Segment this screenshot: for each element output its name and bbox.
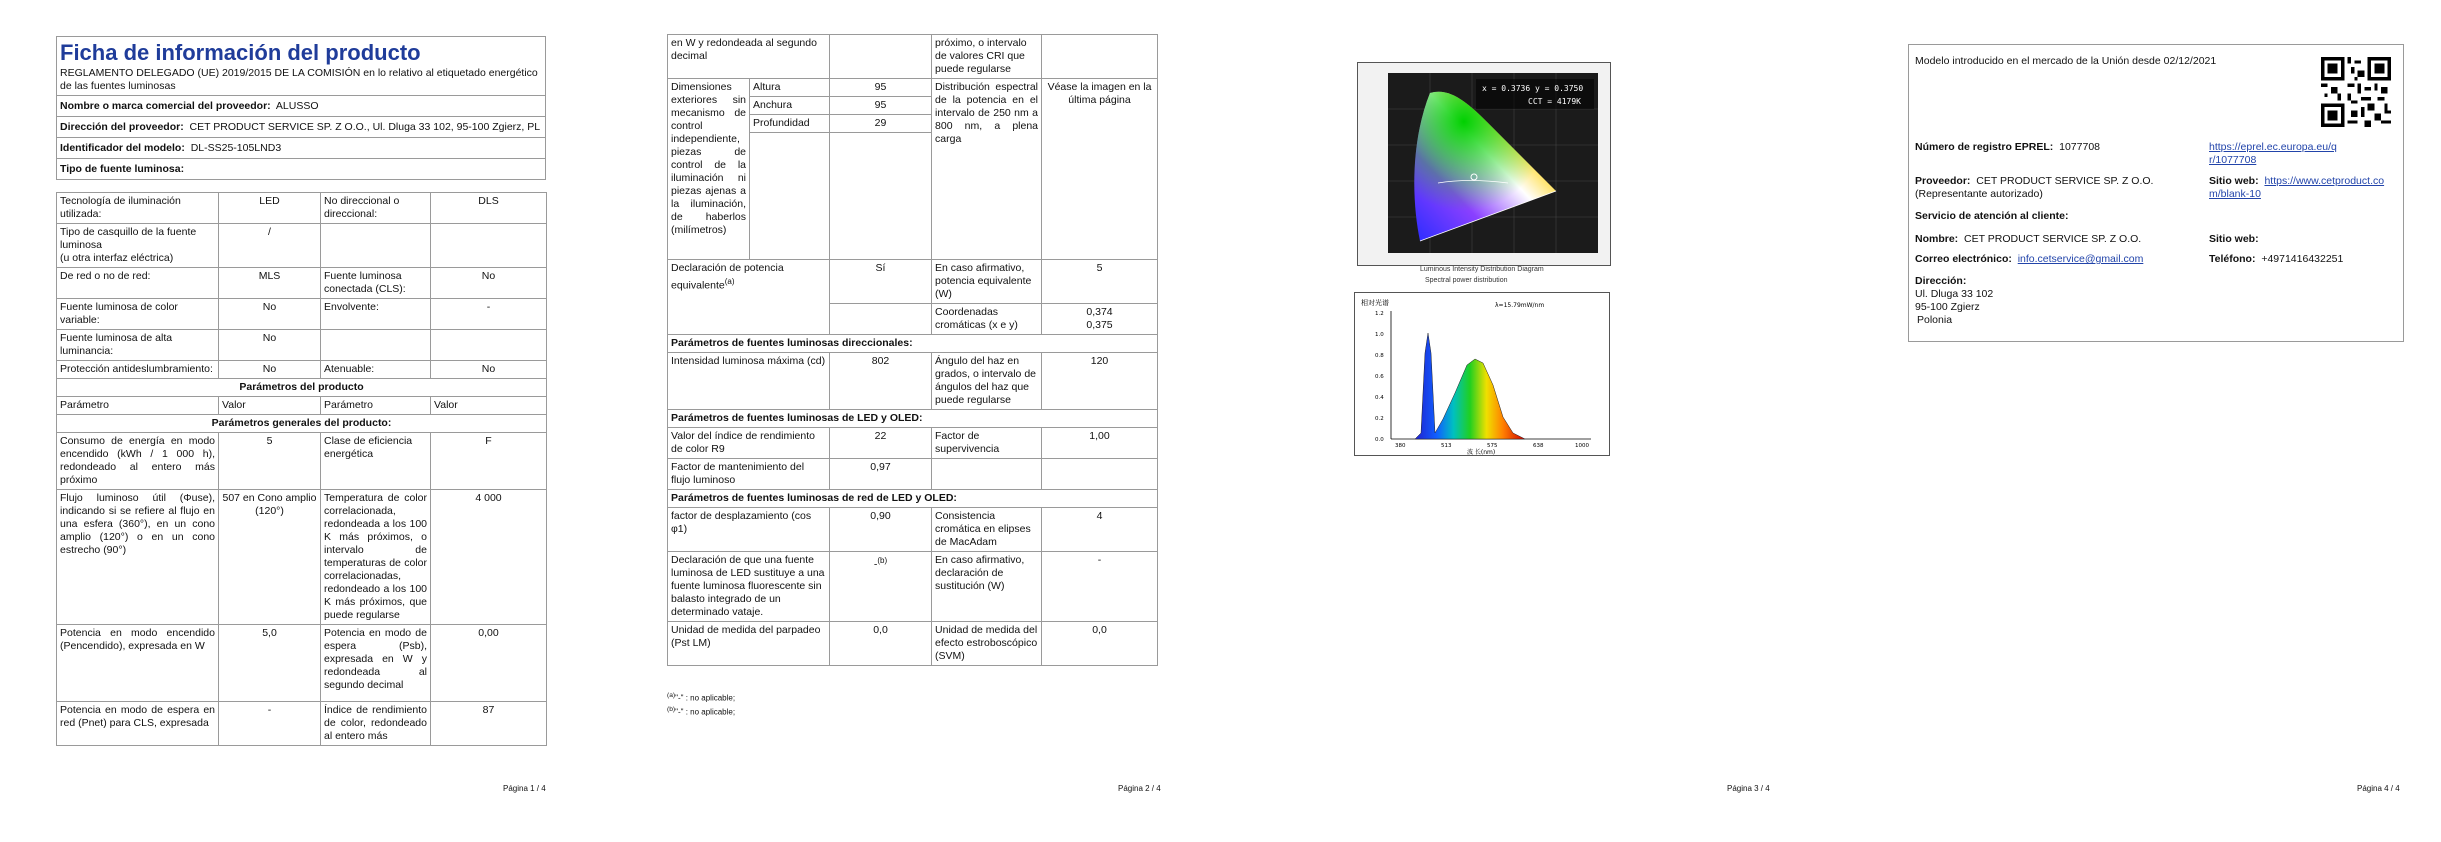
cont-left: en W y redondeada al segundo decimal xyxy=(668,35,830,79)
name-value: CET PRODUCT SERVICE SP. Z O.O. xyxy=(1964,233,2142,245)
eprel-row xyxy=(1915,141,2100,154)
mains-led-header: Parámetros de fuentes luminosas de red de LED y OLED: xyxy=(668,490,1158,508)
cap-value: / xyxy=(219,224,321,268)
cct-value: 4 000 xyxy=(431,490,547,625)
replace-label: Declaración de que una fuente luminosa de LED sustituye a una fuente luminosa fluorescente sin balasto integrado de un determinado vataje. xyxy=(668,552,830,622)
consist-label: Consistencia cromática en elipses de MacAdam xyxy=(932,508,1042,552)
spd-ytick: 0.8 xyxy=(1375,353,1384,359)
spd-ytick: 0.4 xyxy=(1375,395,1384,401)
equiv-w-label: En caso afirmativo, potencia equivalente (W) xyxy=(932,260,1042,304)
general-header: Parámetros generales del producto: xyxy=(57,415,547,433)
spd-ytick: 0.2 xyxy=(1375,416,1384,422)
col-param-2: Parámetro xyxy=(321,397,431,415)
color-label: Fuente luminosa de color variable: xyxy=(57,299,219,330)
table-row xyxy=(57,625,547,702)
cct-label: Temperatura de color correlacionada, redondeada a los 100 K más próximos, o intervalo de temperaturas de color correlacionadas, redondeado a los 100 K más próximos, que puede regularse xyxy=(321,490,431,625)
cie-header: x = 0.3736 y = 0.3750 xyxy=(1482,84,1584,93)
page-2 xyxy=(610,0,1220,842)
col-value-1: Valor xyxy=(219,397,321,415)
spd-ytick: 1.2 xyxy=(1375,311,1384,317)
strobo-label: Unidad de medida del efecto estroboscópico (SVM) xyxy=(932,622,1042,666)
table-row xyxy=(668,428,1158,459)
maint-label: Factor de mantenimiento del flujo luminoso xyxy=(668,459,830,490)
intensity-value: 802 xyxy=(830,353,932,410)
cie-cct: CCT = 4179K xyxy=(1528,97,1581,106)
market-intro: Modelo introducido en el mercado de la Unión desde 02/12/2021 xyxy=(1915,55,2217,67)
web-link[interactable]: https://www.cetproduct.com/blank-10 xyxy=(2209,175,2385,200)
spd-xtick: 380 xyxy=(1395,443,1406,449)
address-label: Dirección del proveedor: xyxy=(60,121,184,133)
footnote-b-text: "-" : no aplicable; xyxy=(675,707,736,717)
spd-ytick: 0.0 xyxy=(1375,437,1384,443)
regulation-text: REGLAMENTO DELEGADO (UE) 2019/2015 DE LA COMISIÓN en lo relativo al etiquetado energético de las fuentes luminosas xyxy=(60,67,538,92)
replace-sup: (b) xyxy=(877,556,888,565)
width-value: 95 xyxy=(830,97,932,115)
table-row xyxy=(57,490,547,625)
address-row xyxy=(57,117,545,138)
flicker-value: 0,0 xyxy=(830,622,932,666)
beam-value: 120 xyxy=(1042,353,1158,410)
table-row xyxy=(668,79,1158,97)
parameters-table-continued xyxy=(667,34,1158,666)
table-row xyxy=(57,433,547,490)
spd-ytick: 1.0 xyxy=(1375,332,1384,338)
envelope-label: Envolvente: xyxy=(321,299,431,330)
phone-row xyxy=(2209,253,2343,266)
eprel-link[interactable]: https://eprel.ec.europa.eu/qr/1077708 xyxy=(2209,141,2337,166)
supplier-value: ALUSSO xyxy=(275,100,319,112)
spd-xlabel: 波 长(nm) xyxy=(1467,449,1496,455)
consist-value: 4 xyxy=(1042,508,1158,552)
pnet-value: - xyxy=(219,702,321,746)
model-value: DL-SS25-105LND3 xyxy=(190,142,282,154)
replace-w-value: - xyxy=(1042,552,1158,622)
addr-line-1: Ul. Dluga 33 102 xyxy=(1915,288,1994,300)
spd-xtick: 513 xyxy=(1441,443,1452,449)
depth-value: 29 xyxy=(830,115,932,133)
glare-value: No xyxy=(219,361,321,379)
model-row xyxy=(57,138,545,159)
cont-right: próximo, o intervalo de valores CRI que puede regularse xyxy=(932,35,1042,79)
table-row xyxy=(57,397,547,415)
equiv-value: Sí xyxy=(830,260,932,304)
maint-value: 0,97 xyxy=(830,459,932,490)
web-row xyxy=(2209,175,2394,201)
height-label: Altura xyxy=(750,79,830,97)
spd-caption: Spectral power distribution xyxy=(1425,277,1508,284)
spd-header: λ=15.79mW/nm xyxy=(1495,302,1545,309)
table-row xyxy=(57,702,547,746)
footnote-b xyxy=(667,704,735,718)
glare-label: Protección antideslumbramiento: xyxy=(57,361,219,379)
table-row xyxy=(57,415,547,433)
height-value: 95 xyxy=(830,79,932,97)
color-value: No xyxy=(219,299,321,330)
email-row xyxy=(1915,253,2143,266)
footnote-a-text: "-" : no aplicable; xyxy=(675,693,736,703)
product-sheet-header xyxy=(56,36,546,180)
phone-label: Teléfono: xyxy=(2209,253,2256,265)
footnote-b-mark: (b) xyxy=(667,705,676,713)
psb-label: Potencia en modo de espera (Psb), expresada en W y redondeada al segundo decimal xyxy=(321,625,431,702)
eprel-label: Número de registro EPREL: xyxy=(1915,141,2054,153)
replace-w-label: En caso afirmativo, declaración de sustitución (W) xyxy=(932,552,1042,622)
table-row xyxy=(668,490,1158,508)
web-label: Sitio web: xyxy=(2209,175,2259,187)
cls-label: Fuente luminosa conectada (CLS): xyxy=(321,268,431,299)
name-row xyxy=(1915,233,2141,246)
disp-label: factor de desplazamiento (cos φ1) xyxy=(668,508,830,552)
table-row xyxy=(668,459,1158,490)
spd-xtick: 1000 xyxy=(1575,443,1589,449)
phone-value: +4971416432251 xyxy=(2261,253,2344,265)
cap-label-2: (u otra interfaz eléctrica) xyxy=(60,252,174,264)
cie-diagram-image xyxy=(1357,62,1611,266)
width-label: Anchura xyxy=(750,97,830,115)
spd-value: Véase la imagen en la última página xyxy=(1042,79,1158,260)
high-lum-value: No xyxy=(219,330,321,361)
equiv-label: Declaración de potencia equivalente xyxy=(671,262,784,292)
dimmable-value: No xyxy=(431,361,547,379)
cls-value: No xyxy=(431,268,547,299)
cri-value: 87 xyxy=(431,702,547,746)
nondir-value: DLS xyxy=(431,193,547,224)
table-row xyxy=(57,361,547,379)
equiv-sup: (a) xyxy=(724,277,735,286)
strobo-value: 0,0 xyxy=(1042,622,1158,666)
mains-label: De red o no de red: xyxy=(57,268,219,299)
provider-value: CET PRODUCT SERVICE SP. Z O.O. (Representante autorizado) xyxy=(1915,175,2154,200)
dir-header: Parámetros de fuentes luminosas direccionales: xyxy=(668,335,1158,353)
supplier-info-box xyxy=(1908,44,2404,342)
provider-row xyxy=(1915,175,2185,201)
table-row xyxy=(668,508,1158,552)
table-row xyxy=(668,622,1158,666)
cap-label: Tipo de casquillo de la fuente luminosa xyxy=(60,226,197,251)
flux-value: 507 en Cono amplio (120°) xyxy=(219,490,321,625)
dimmable-label: Atenuable: xyxy=(321,361,431,379)
page-number: Página 3 / 4 xyxy=(1727,784,1770,793)
chroma-label: Coordenadas cromáticas (x e y) xyxy=(932,304,1042,335)
survival-label: Factor de supervivencia xyxy=(932,428,1042,459)
table-row xyxy=(57,330,547,361)
table-row xyxy=(668,552,1158,622)
page-4 xyxy=(1830,0,2440,842)
address-value: CET PRODUCT SERVICE SP. Z O.O., Ul. Dluga 33 102, 95-100 Zgierz, PL xyxy=(189,121,541,133)
nondir-label: No direccional o direccional: xyxy=(321,193,431,224)
beam-label: Ángulo del haz en grados, o intervalo de ángulos del haz que puede regularse xyxy=(932,353,1042,410)
psb-value: 0,00 xyxy=(431,625,547,702)
supplier-row xyxy=(57,96,545,117)
light-source-type-table xyxy=(56,192,547,746)
spd-xtick: 638 xyxy=(1533,443,1544,449)
pon-value: 5,0 xyxy=(219,625,321,702)
energy-value: 5 xyxy=(219,433,321,490)
r9-label: Valor del índice de rendimiento de color R9 xyxy=(668,428,830,459)
tech-value: LED xyxy=(219,193,321,224)
provider-label: Proveedor: xyxy=(1915,175,1971,187)
page-title: Ficha de información del producto xyxy=(60,40,421,65)
eclass-label: Clase de eficiencia energética xyxy=(321,433,431,490)
survival-value: 1,00 xyxy=(1042,428,1158,459)
spd-ylabel: 相对光谱 xyxy=(1361,299,1389,307)
chroma-y: 0,375 xyxy=(1086,319,1113,331)
pnet-label: Potencia en modo de espera en red (Pnet) para CLS, expresada xyxy=(57,702,219,746)
eclass-value: F xyxy=(431,433,547,490)
web2-label: Sitio web: xyxy=(2209,233,2259,245)
email-label: Correo electrónico: xyxy=(1915,253,2012,265)
cie-chromaticity-diagram xyxy=(1358,63,1610,265)
type-header: Tipo de fuente luminosa: xyxy=(60,163,185,175)
dims-label: Dimensiones exteriores sin mecanismo de control independiente, piezas de control de la iluminación ni piezas ajenas a la iluminación, de haberlos (milímetros) xyxy=(668,79,750,260)
pon-label: Potencia en modo encendido (Pencendido), expresada en W xyxy=(57,625,219,702)
spd-xtick: 575 xyxy=(1487,443,1498,449)
table-row xyxy=(668,260,1158,304)
table-row xyxy=(57,268,547,299)
replace-value: - xyxy=(873,558,878,571)
energy-label: Consumo de energía en modo encendido (kWh / 1 000 h), redondeado al entero más próximo xyxy=(57,433,219,490)
flux-label: Flujo luminoso útil (Φuse), indicando si se refiere al flujo en una esfera (360°), en un cono amplio (120°) o en un cono estrecho (90°) xyxy=(57,490,219,625)
table-row xyxy=(57,224,547,268)
chroma-x: 0,374 xyxy=(1086,306,1113,318)
flicker-label: Unidad de medida del parpadeo (Pst LM) xyxy=(668,622,830,666)
page-number: Página 2 / 4 xyxy=(1118,784,1161,793)
spd-ytick: 0.6 xyxy=(1375,374,1384,380)
params-header: Parámetros del producto xyxy=(57,379,547,397)
mains-value: MLS xyxy=(219,268,321,299)
page-1 xyxy=(0,0,610,842)
spd-label: Distribución espectral de la potencia en el intervalo de 250 nm a 800 nm, a plena carga xyxy=(932,79,1042,260)
table-row xyxy=(57,299,547,330)
footnote-a-mark: (a) xyxy=(667,692,676,699)
high-lum-label: Fuente luminosa de alta luminancia: xyxy=(57,330,219,361)
depth-label: Profundidad xyxy=(750,115,830,133)
cie-caption: Luminous Intensity Distribution Diagram xyxy=(1420,266,1544,273)
table-row xyxy=(668,410,1158,428)
spd-chart xyxy=(1354,292,1610,456)
table-row xyxy=(668,335,1158,353)
eprel-value: 1077708 xyxy=(2059,141,2101,153)
envelope-value: - xyxy=(431,299,547,330)
intensity-label: Intensidad luminosa máxima (cd) xyxy=(668,353,830,410)
table-row xyxy=(57,193,547,224)
addr-line-2: 95-100 Zgierz xyxy=(1915,301,1980,313)
address-block xyxy=(1915,275,1993,327)
col-param-1: Parámetro xyxy=(57,397,219,415)
footnotes xyxy=(667,690,735,717)
table-row xyxy=(668,35,1158,79)
r9-value: 22 xyxy=(830,428,932,459)
page-3 xyxy=(1220,0,1830,842)
col-value-2: Valor xyxy=(431,397,547,415)
email-link[interactable]: info.cetservice@gmail.com xyxy=(2017,253,2144,265)
dir-label: Dirección: xyxy=(1915,275,1967,287)
table-row xyxy=(668,353,1158,410)
spd-chart-svg xyxy=(1355,293,1609,455)
service-header: Servicio de atención al cliente: xyxy=(1915,210,2069,222)
equiv-w-value: 5 xyxy=(1042,260,1158,304)
model-label: Identificador del modelo: xyxy=(60,142,185,154)
table-row xyxy=(57,379,547,397)
disp-value: 0,90 xyxy=(830,508,932,552)
page-number: Página 4 / 4 xyxy=(2357,784,2400,793)
led-header: Parámetros de fuentes luminosas de LED y OLED: xyxy=(668,410,1158,428)
name-label: Nombre: xyxy=(1915,233,1959,245)
supplier-label: Nombre o marca comercial del proveedor: xyxy=(60,100,271,112)
page-number: Página 1 / 4 xyxy=(503,784,546,793)
cri-label: Índice de rendimiento de color, redondeado al entero más xyxy=(321,702,431,746)
tech-label: Tecnología de iluminación utilizada: xyxy=(57,193,219,224)
footnote-a xyxy=(667,690,735,704)
addr-line-3: Polonia xyxy=(1917,314,1953,326)
qr-code-icon xyxy=(2321,57,2391,127)
